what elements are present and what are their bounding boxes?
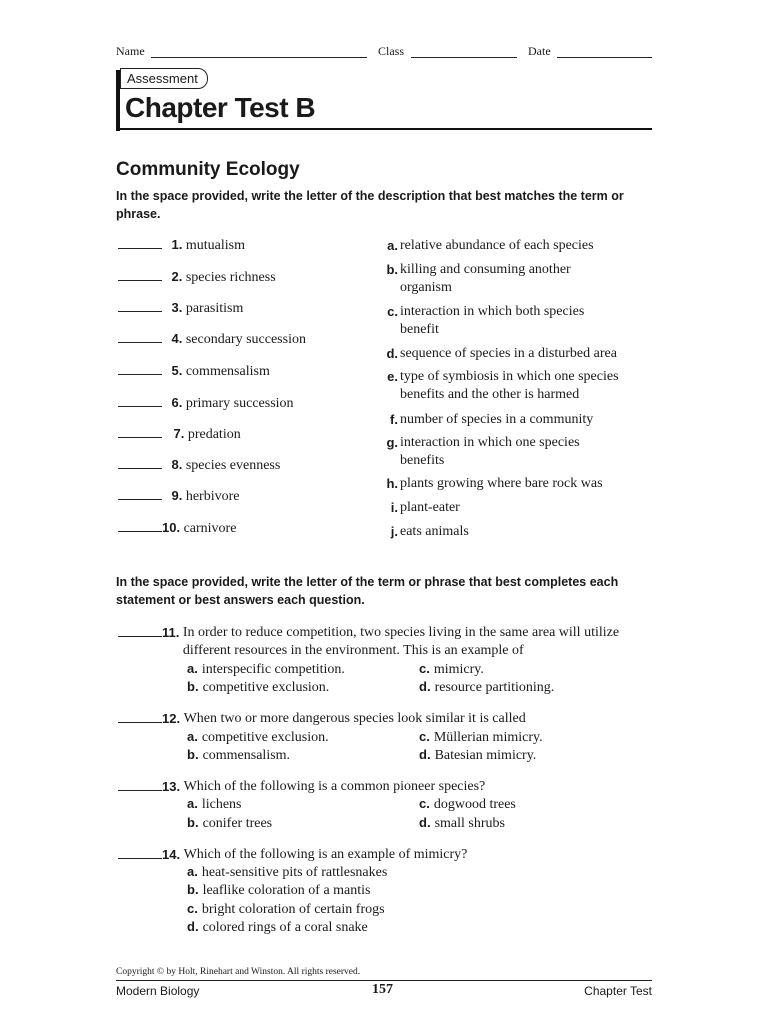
answer-blank[interactable] (118, 711, 162, 723)
option-b: b. commensalism. (187, 747, 291, 763)
answer-blank[interactable] (118, 363, 162, 375)
term-item: 2. species richness (118, 269, 276, 286)
answer-blank[interactable] (118, 426, 162, 438)
answer-blank[interactable] (118, 269, 162, 281)
mc-instructions: In the space provided, write the letter of the term or phrase that best completes each statement or best answers each question. (116, 575, 619, 607)
option-b: b. leaflike coloration of a mantis (187, 882, 371, 898)
option-b: b. conifer trees (187, 815, 273, 831)
option-a: a. competitive exclusion. (187, 729, 329, 745)
footer-rule (116, 980, 652, 981)
option-b: b. competitive exclusion. (187, 679, 330, 695)
description-item: h. plants growing where bare rock was (386, 476, 603, 491)
section-title: Community Ecology (116, 159, 300, 180)
description-item: d. sequence of species in a disturbed area (386, 346, 617, 361)
answer-blank[interactable] (118, 779, 162, 791)
description-item: a. relative abundance of each species (387, 238, 594, 253)
answer-blank[interactable] (118, 300, 162, 312)
footer-book-title: Modern Biology (116, 984, 200, 998)
option-d: d. resource partitioning. (419, 679, 555, 695)
term-item: 8. species evenness (118, 457, 280, 474)
option-a: a. heat-sensitive pits of rattlesnakes (187, 864, 388, 880)
option-c: c. Müllerian mimicry. (419, 729, 543, 745)
description-item: i. plant-eater (390, 500, 460, 515)
page-number: 157 (372, 982, 393, 997)
option-d: d. small shrubs (419, 815, 505, 831)
term-item: 7. predation (118, 426, 241, 443)
copyright-notice: Copyright © by Holt, Rinehart and Winston. All rights reserved. (116, 967, 361, 977)
term-item: 5. commensalism (118, 363, 270, 380)
option-a: a. interspecific competition. (187, 661, 345, 677)
question-13: 13. Which of the following is a common pioneer species? (118, 778, 658, 797)
description-item: f. number of species in a community (390, 412, 594, 427)
answer-blank[interactable] (118, 488, 162, 500)
term-item: 6. primary succession (118, 395, 294, 412)
class-field[interactable] (411, 57, 517, 58)
question-12: 12. When two or more dangerous species look similar it is called (118, 710, 658, 729)
name-field[interactable] (151, 57, 367, 58)
question-11: 11. In order to reduce competition, two species living in the same area will utilize different resources in the environment. This is an example of (118, 624, 658, 661)
answer-blank[interactable] (118, 395, 162, 407)
answer-blank[interactable] (118, 847, 162, 859)
term-item: 9. herbivore (118, 488, 240, 505)
term-item: 1. mutualism (118, 237, 245, 254)
option-d: d. colored rings of a coral snake (187, 919, 368, 935)
date-label: Date (528, 44, 551, 58)
date-field[interactable] (557, 57, 652, 58)
title-rule (116, 128, 652, 130)
term-item: 10. carnivore (118, 520, 236, 537)
answer-blank[interactable] (118, 331, 162, 343)
option-c: c. mimicry. (419, 661, 484, 677)
footer-section: Chapter Test (584, 984, 652, 998)
class-label: Class (378, 44, 405, 58)
description-item: g. interaction in which one species benefits (386, 435, 580, 468)
name-label: Name (116, 44, 145, 58)
term-item: 4. secondary succession (118, 331, 306, 348)
option-c: c. dogwood trees (419, 796, 516, 812)
answer-blank[interactable] (118, 237, 162, 249)
answer-blank[interactable] (118, 625, 162, 637)
matching-instructions: In the space provided, write the letter of the description that best matches the term or phrase. (116, 189, 624, 221)
answer-blank[interactable] (118, 457, 162, 469)
answer-blank[interactable] (118, 520, 162, 532)
description-item: e. type of symbiosis in which one species benefits and the other is harmed (387, 369, 619, 402)
description-item: j. eats animals (390, 524, 469, 539)
option-d: d. Batesian mimicry. (419, 747, 537, 763)
assessment-tag: Assessment (120, 68, 208, 89)
option-a: a. lichens (187, 796, 242, 812)
option-c: c. bright coloration of certain frogs (187, 901, 385, 917)
description-item: c. interaction in which both species benefit (387, 304, 585, 337)
question-14: 14. Which of the following is an example of mimicry? (118, 846, 658, 865)
term-item: 3. parasitism (118, 300, 243, 317)
description-item: b. killing and consuming another organism (386, 262, 571, 295)
page-title: Chapter Test B (125, 92, 316, 123)
